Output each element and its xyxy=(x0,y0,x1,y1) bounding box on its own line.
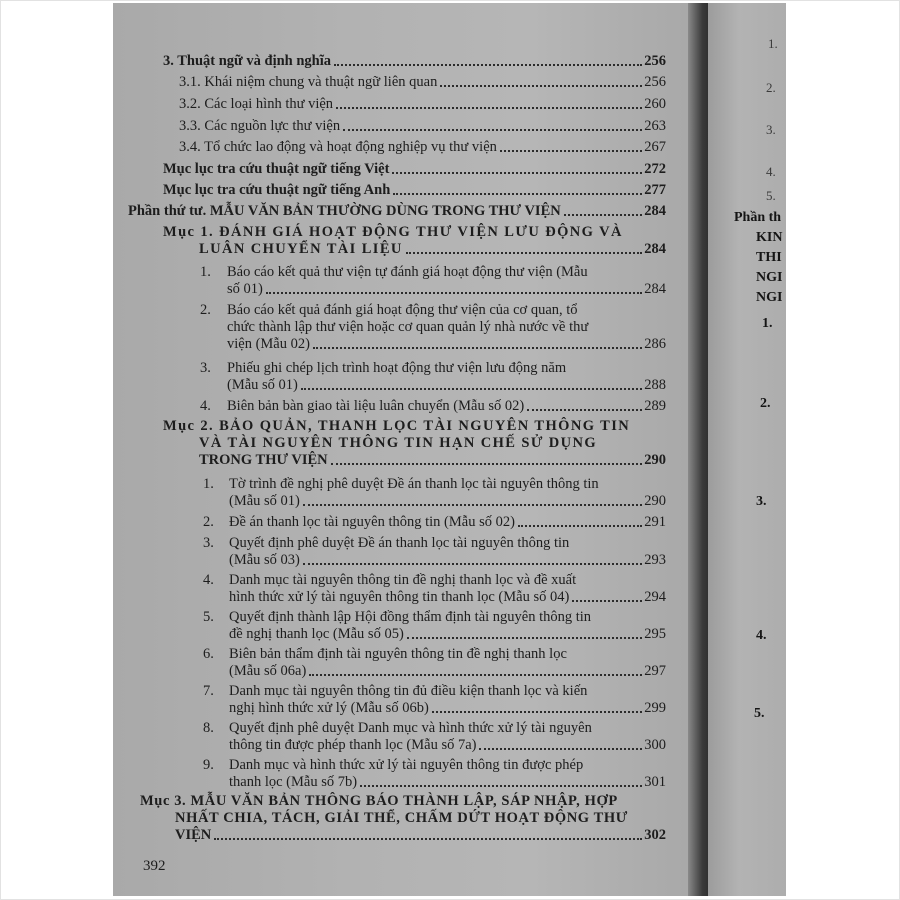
toc-page-number: 290 xyxy=(644,452,666,468)
toc-page-number: 284 xyxy=(644,203,666,219)
toc-entry-title: 3.2. Các loại hình thư viện xyxy=(179,96,334,112)
toc-page-number: 302 xyxy=(644,827,666,843)
toc-entry-3-2 xyxy=(179,96,666,113)
toc-page-number: 291 xyxy=(644,514,666,530)
toc-page-number: 256 xyxy=(644,53,666,69)
toc-entry-title-line: Biên bản thẩm định tài nguyên thông tin đề nghị thanh lọc xyxy=(229,646,567,662)
dot-leader xyxy=(331,463,643,465)
right-page-text: 1. xyxy=(768,36,778,51)
toc-entry-index-vietnamese xyxy=(163,161,666,178)
toc-page-number: 286 xyxy=(644,336,666,352)
toc-page-number: 301 xyxy=(644,774,666,790)
toc-entry-title-line: Quyết định thành lập Hội đồng thẩm định tài nguyên thông tin xyxy=(229,609,592,625)
toc-page-number: 256 xyxy=(644,74,666,90)
item-number: 8. xyxy=(203,720,214,736)
dot-leader xyxy=(407,637,642,639)
item-number: 4. xyxy=(203,572,214,588)
dot-leader xyxy=(500,150,642,152)
toc-entry-title: Phần thứ tư. MẪU VĂN BẢN THƯỜNG DÙNG TRONG THƯ VIỆN xyxy=(128,203,561,219)
toc-entry-title: Biên bản bàn giao tài liệu luân chuyển (Mẫu số 02) xyxy=(227,398,525,414)
toc-page-number: 297 xyxy=(644,663,666,679)
item-number: 1. xyxy=(203,476,214,492)
toc-page-number: 267 xyxy=(644,139,666,155)
dot-leader xyxy=(479,748,642,750)
toc-entry-title-line: Quyết định phê duyệt Đề án thanh lọc tài nguyên thông tin xyxy=(229,535,570,551)
item-number: 2. xyxy=(200,302,211,318)
toc-entry-title-line: (Mẫu số 01) xyxy=(229,493,300,509)
dot-leader xyxy=(309,674,642,676)
toc-entry-muc-2-item-2 xyxy=(229,514,666,531)
toc-entry-title-line: TRONG THƯ VIỆN xyxy=(199,452,328,468)
toc-entry-muc-2-item-9 xyxy=(229,757,666,791)
toc-entry-title-line: Báo cáo kết quả thư viện tự đánh giá hoạt động thư viện (Mẫu xyxy=(227,264,588,280)
toc-entry-title-line: thanh lọc (Mẫu số 7b) xyxy=(229,774,358,790)
toc-page-number: 284 xyxy=(644,241,666,257)
dot-leader xyxy=(527,409,642,411)
toc-entry-title: Mục lục tra cứu thuật ngữ tiếng Việt xyxy=(163,161,390,177)
dot-leader xyxy=(313,347,642,349)
toc-entry-muc-3 xyxy=(140,793,666,844)
toc-entry-title-line: Danh mục và hình thức xử lý tài nguyên thông tin được phép xyxy=(229,757,584,773)
toc-page-number: 289 xyxy=(644,398,666,414)
toc-entry-title-line: viện (Mẫu 02) xyxy=(227,336,310,352)
toc-entry-part-4 xyxy=(128,203,666,220)
dot-leader xyxy=(266,292,642,294)
item-number: 1. xyxy=(200,264,211,280)
toc-entry-muc-2-item-7 xyxy=(229,683,666,717)
toc-entry-muc-2-item-8 xyxy=(229,720,666,754)
toc-entry-3-3 xyxy=(179,118,666,135)
right-page-text: NGI xyxy=(756,270,783,285)
toc-entry-title-line: (Mẫu số 03) xyxy=(229,552,300,568)
toc-entry-index-english xyxy=(163,182,666,199)
toc-entry-title-line: (Mẫu số 01) xyxy=(227,377,298,393)
toc-entry-title-line: đề nghị thanh lọc (Mẫu số 05) xyxy=(229,626,404,642)
toc-page-number: 300 xyxy=(644,737,666,753)
toc-page-number: 277 xyxy=(644,182,666,198)
toc-entry-muc-1 xyxy=(163,224,666,258)
toc-entry-title-line: (Mẫu số 06a) xyxy=(229,663,307,679)
dot-leader xyxy=(440,85,642,87)
page-number: 392 xyxy=(143,858,166,874)
toc-entry-title: Đề án thanh lọc tài nguyên thông tin (Mẫu số 02) xyxy=(229,514,515,530)
toc-entry-title: Mục lục tra cứu thuật ngữ tiếng Anh xyxy=(163,182,391,198)
toc-entry-muc-2-item-3 xyxy=(229,535,666,569)
toc-entry-title-line: hình thức xử lý tài nguyên thông tin thanh lọc (Mẫu số 04) xyxy=(229,589,570,605)
item-number: 9. xyxy=(203,757,214,773)
toc-page-number: 284 xyxy=(644,281,666,297)
right-page-text: 4. xyxy=(756,628,767,643)
dot-leader xyxy=(432,711,642,713)
dot-leader xyxy=(518,525,642,527)
toc-entry-title-line: Tờ trình đề nghị phê duyệt Đề án thanh lọc tài nguyên thông tin xyxy=(229,476,599,492)
right-page-text: NGI xyxy=(756,290,783,305)
toc-entry-title-line: thông tin được phép thanh lọc (Mẫu số 7a) xyxy=(229,737,477,753)
dot-leader xyxy=(303,504,642,506)
toc-entry-title-line: nghị hình thức xử lý (Mẫu số 06b) xyxy=(229,700,429,716)
toc-page-number: 294 xyxy=(644,589,666,605)
item-number: 4. xyxy=(200,398,211,414)
toc-entry-3-4 xyxy=(179,139,666,156)
item-number: 5. xyxy=(203,609,214,625)
toc-page-number: 260 xyxy=(644,96,666,112)
toc-entry-muc-2-item-6 xyxy=(229,646,666,680)
right-page-text: 5. xyxy=(766,188,776,203)
toc-entry-title-line: số 01) xyxy=(227,281,263,297)
right-page-text: KIN xyxy=(756,230,783,245)
right-page-text: 3. xyxy=(756,494,767,509)
dot-leader xyxy=(303,563,642,565)
dot-leader xyxy=(301,388,642,390)
toc-entry-muc-2 xyxy=(163,418,666,469)
toc-entry-muc-2-item-5 xyxy=(229,609,666,643)
toc-entry-muc-2-item-1 xyxy=(229,476,666,510)
toc-entry-muc-1-item-1 xyxy=(227,264,666,298)
toc-entry-muc-1-item-4 xyxy=(227,398,666,415)
toc-page-number: 288 xyxy=(644,377,666,393)
toc-entry-title-line: VIỆN xyxy=(175,827,212,843)
toc-page-number: 272 xyxy=(644,161,666,177)
item-number: 6. xyxy=(203,646,214,662)
item-number: 2. xyxy=(203,514,214,530)
dot-leader xyxy=(572,600,642,602)
item-number: 3. xyxy=(203,535,214,551)
toc-entry-title-line: Mục 1. ĐÁNH GIÁ HOẠT ĐỘNG THƯ VIỆN LƯU ĐỘNG VÀ xyxy=(163,224,623,240)
toc-page-number: 290 xyxy=(644,493,666,509)
dot-leader xyxy=(393,193,642,195)
right-page-text: Phần th xyxy=(734,210,782,225)
toc-entry-title: 3.4. Tổ chức lao động và hoạt động nghiệp vụ thư viện xyxy=(179,139,497,155)
toc-entry-title: 3.3. Các nguồn lực thư viện xyxy=(179,118,341,134)
toc-entry-title-line: VÀ TÀI NGUYÊN THÔNG TIN HẠN CHẾ SỬ DỤNG xyxy=(199,435,598,451)
toc-entry-title-line: Phiếu ghi chép lịch trình hoạt động thư viện lưu động năm xyxy=(227,360,567,376)
right-page-text: THI xyxy=(756,250,782,265)
toc-page-number: 263 xyxy=(644,118,666,134)
right-page-text: 2. xyxy=(760,396,771,411)
right-page-text: 3. xyxy=(766,122,776,137)
toc-entry-title-line: Danh mục tài nguyên thông tin đề nghị thanh lọc và đề xuất xyxy=(229,572,577,588)
toc-entry-title-line: Quyết định phê duyệt Danh mục và hình thức xử lý tài nguyên xyxy=(229,720,592,736)
dot-leader xyxy=(334,64,642,66)
toc-entry-muc-2-item-4 xyxy=(229,572,666,606)
toc-entry-title-line: Mục 2. BẢO QUẢN, THANH LỌC TÀI NGUYÊN THÔNG TIN xyxy=(163,418,631,434)
toc-entry-title-line: Danh mục tài nguyên thông tin đủ điều kiện thanh lọc và kiến xyxy=(229,683,588,699)
toc-page-number: 295 xyxy=(644,626,666,642)
right-page-text: 2. xyxy=(766,80,776,95)
dot-leader xyxy=(336,107,642,109)
toc-entry-section-3 xyxy=(163,53,666,70)
toc-entry-3-1 xyxy=(179,74,666,91)
toc-page-number: 293 xyxy=(644,552,666,568)
toc-entry-title-line: chức thành lập thư viện hoặc cơ quan quản lý nhà nước về thư xyxy=(227,319,589,335)
dot-leader xyxy=(343,129,642,131)
dot-leader xyxy=(392,172,642,174)
dot-leader xyxy=(214,838,642,840)
toc-entry-title-line: NHẤT CHIA, TÁCH, GIẢI THỂ, CHẤM DỨT HOẠT ĐỘNG THƯ xyxy=(175,810,628,826)
right-page-text: 5. xyxy=(754,706,765,721)
toc-entry-title: 3.1. Khái niệm chung và thuật ngữ liên quan xyxy=(179,74,438,90)
toc-entry-title-line: LUÂN CHUYỂN TÀI LIỆU xyxy=(199,241,403,257)
dot-leader xyxy=(406,252,642,254)
item-number: 7. xyxy=(203,683,214,699)
toc-entry-muc-1-item-2 xyxy=(227,302,666,353)
right-page-text: 4. xyxy=(766,164,776,179)
toc-entry-muc-1-item-3 xyxy=(227,360,666,394)
toc-entry-title-line: Mục 3. MẪU VĂN BẢN THÔNG BÁO THÀNH LẬP, SÁP NHẬP, HỢP xyxy=(140,793,618,809)
right-page-text: 1. xyxy=(762,316,773,331)
toc-page-number: 299 xyxy=(644,700,666,716)
item-number: 3. xyxy=(200,360,211,376)
dot-leader xyxy=(564,214,643,216)
toc-entry-title: 3. Thuật ngữ và định nghĩa xyxy=(163,53,332,69)
toc-entry-title-line: Báo cáo kết quả đánh giá hoạt động thư viện của cơ quan, tổ xyxy=(227,302,578,318)
dot-leader xyxy=(360,785,642,787)
